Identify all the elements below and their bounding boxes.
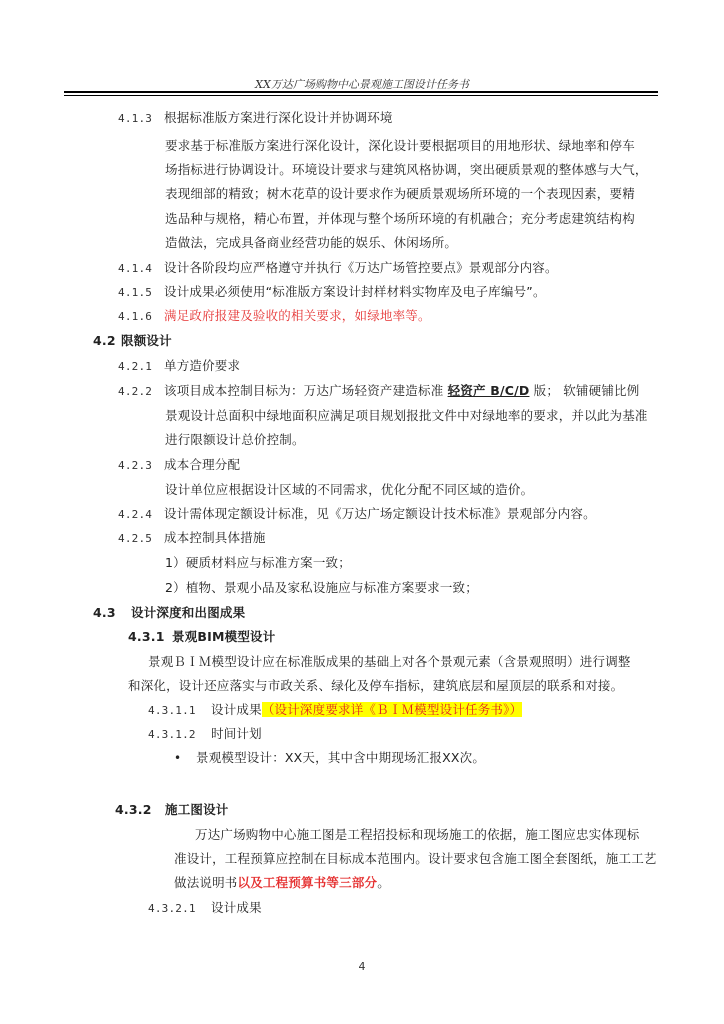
section-title: 设计深度和出图成果	[131, 605, 246, 620]
section-4-1-5	[118, 282, 546, 300]
section-title: 根据标准版方案进行深化设计并协调环境	[164, 110, 393, 125]
section-text: 设计成果	[211, 900, 262, 915]
paragraph-line: 表现细部的精致；树木花草的设计要求作为硬质景观场所环境的一个表现因素，要精	[165, 186, 635, 201]
section-4-2-2	[118, 381, 639, 399]
section-text: 成本合理分配	[164, 457, 241, 472]
bullet-text: 景观模型设计：XX天，其中含中期现场汇报XX次。	[196, 750, 486, 765]
section-4-2-3	[118, 455, 240, 473]
paragraph-line: 万达广场购物中心施工图是工程招投标和现场施工的依据，施工图应忠实体现标	[195, 827, 640, 842]
section-text: 该项目成本控制目标为：万达广场轻资产建造标准	[164, 383, 444, 398]
paragraph-line: 选品种与规格，精心布置，并体现与整个场所环境的有机融合；充分考虑建筑结构构	[165, 211, 635, 226]
section-number: 4.2.5	[118, 532, 153, 545]
running-header: XX万达广场购物中心景观施工图设计任务书	[255, 78, 469, 91]
paragraph-text-tail: 。	[377, 875, 390, 890]
bullet-icon: •	[174, 751, 182, 765]
section-number: 4.3.1.2	[148, 728, 196, 741]
section-number: 4.3.1.1	[148, 704, 196, 717]
standard-name: 轻资产 B/C/D	[447, 383, 530, 398]
section-text: 设计成果	[211, 702, 262, 717]
section-number: 4.2.1	[118, 360, 153, 373]
section-text-red: 满足政府报建及验收的相关要求，如绿地率等。	[164, 308, 431, 323]
section-4-2-heading	[93, 331, 172, 349]
section-4-3-2-heading	[115, 800, 229, 818]
section-number: 4.3.2.1	[148, 902, 196, 915]
paragraph-text-red: 以及工程预算书等三部分	[237, 875, 378, 890]
section-text: 单方造价要求	[164, 358, 241, 373]
section-number: 4.3.2	[115, 802, 152, 817]
section-4-3-1-heading	[128, 627, 275, 645]
section-number: 4.2.3	[118, 459, 153, 472]
section-4-1-6	[118, 306, 431, 324]
paragraph-line: 要求基于标准版方案进行深化设计，深化设计要根据项目的用地形状、绿地率和停车	[165, 138, 635, 153]
list-item: 2）植物、景观小品及家私设施应与标准方案要求一致；	[165, 580, 478, 595]
page-number: 4	[358, 960, 366, 973]
section-4-2-1	[118, 356, 240, 374]
header-rule-thin	[64, 95, 658, 96]
paragraph-line: 景观ＢＩＭ模型设计应在标准版成果的基础上对各个景观元素（含景观照明）进行调整	[148, 654, 631, 669]
section-title: 景观BIM模型设计	[172, 629, 276, 644]
paragraph-line: 和深化，设计还应落实与市政关系、绿化及停车指标，建筑底层和屋顶层的联系和对接。	[128, 678, 624, 693]
paragraph-last-line	[174, 873, 390, 891]
section-text: 时间计划	[211, 726, 262, 741]
paragraph-line: 设计单位应根据设计区域的不同需求，优化分配不同区域的造价。	[165, 482, 534, 497]
section-text-tail: 版； 软铺硬铺比例	[533, 383, 640, 398]
paragraph-line: 场指标进行协调设计。环境设计要求与建筑风格协调，突出硬质景观的整体感与大气，	[165, 162, 648, 177]
section-number: 4.1.4	[118, 262, 153, 275]
section-number: 4.1.5	[118, 286, 153, 299]
section-title: 施工图设计	[165, 802, 229, 817]
section-number: 4.2.4	[118, 508, 153, 521]
section-4-3-1-1	[148, 700, 522, 718]
paragraph-line: 造做法，完成具备商业经营功能的娱乐、休闲场所。	[165, 235, 458, 250]
list-item: 1）硬质材料应与标准方案一致；	[165, 555, 351, 570]
section-title: 限额设计	[121, 333, 172, 348]
section-number: 4.1.3	[118, 112, 153, 125]
section-4-2-4	[118, 504, 596, 522]
section-number: 4.3.1	[128, 629, 165, 644]
section-text: 设计需体现定额设计标准，见《万达广场定额设计技术标准》景观部分内容。	[164, 506, 596, 521]
section-4-1-3	[118, 108, 393, 126]
section-4-3-2-1	[148, 898, 262, 916]
section-text: 设计各阶段均应严格遵守并执行《万达广场管控要点》景观部分内容。	[164, 260, 558, 275]
paragraph-text: 做法说明书	[174, 875, 238, 890]
section-4-3-1-2	[148, 724, 262, 742]
section-number: 4.2.2	[118, 385, 153, 398]
paragraph-line: 景观设计总面积中绿地面积应满足项目规划报批文件中对绿地率的要求，并以此为基准	[165, 408, 648, 423]
bullet-item	[174, 748, 485, 766]
section-4-2-5	[118, 528, 266, 546]
section-number: 4.2	[93, 333, 116, 348]
paragraph-line: 准设计，工程预算应控制在目标成本范围内。设计要求包含施工图全套图纸，施工工艺	[174, 851, 657, 866]
paragraph-line: 进行限额设计总价控制。	[165, 432, 305, 447]
section-4-3-heading	[93, 603, 245, 621]
section-text: 成本控制具体措施	[164, 530, 266, 545]
section-number: 4.1.6	[118, 310, 153, 323]
section-text: 设计成果必须使用“标准版方案设计封样材料实物库及电子库编号”。	[164, 284, 546, 299]
highlighted-note: （设计深度要求详《ＢＩＭ模型设计任务书》）	[261, 702, 523, 717]
header-rule-thick	[64, 91, 658, 93]
section-4-1-4	[118, 258, 558, 276]
section-number: 4.3	[93, 605, 116, 620]
